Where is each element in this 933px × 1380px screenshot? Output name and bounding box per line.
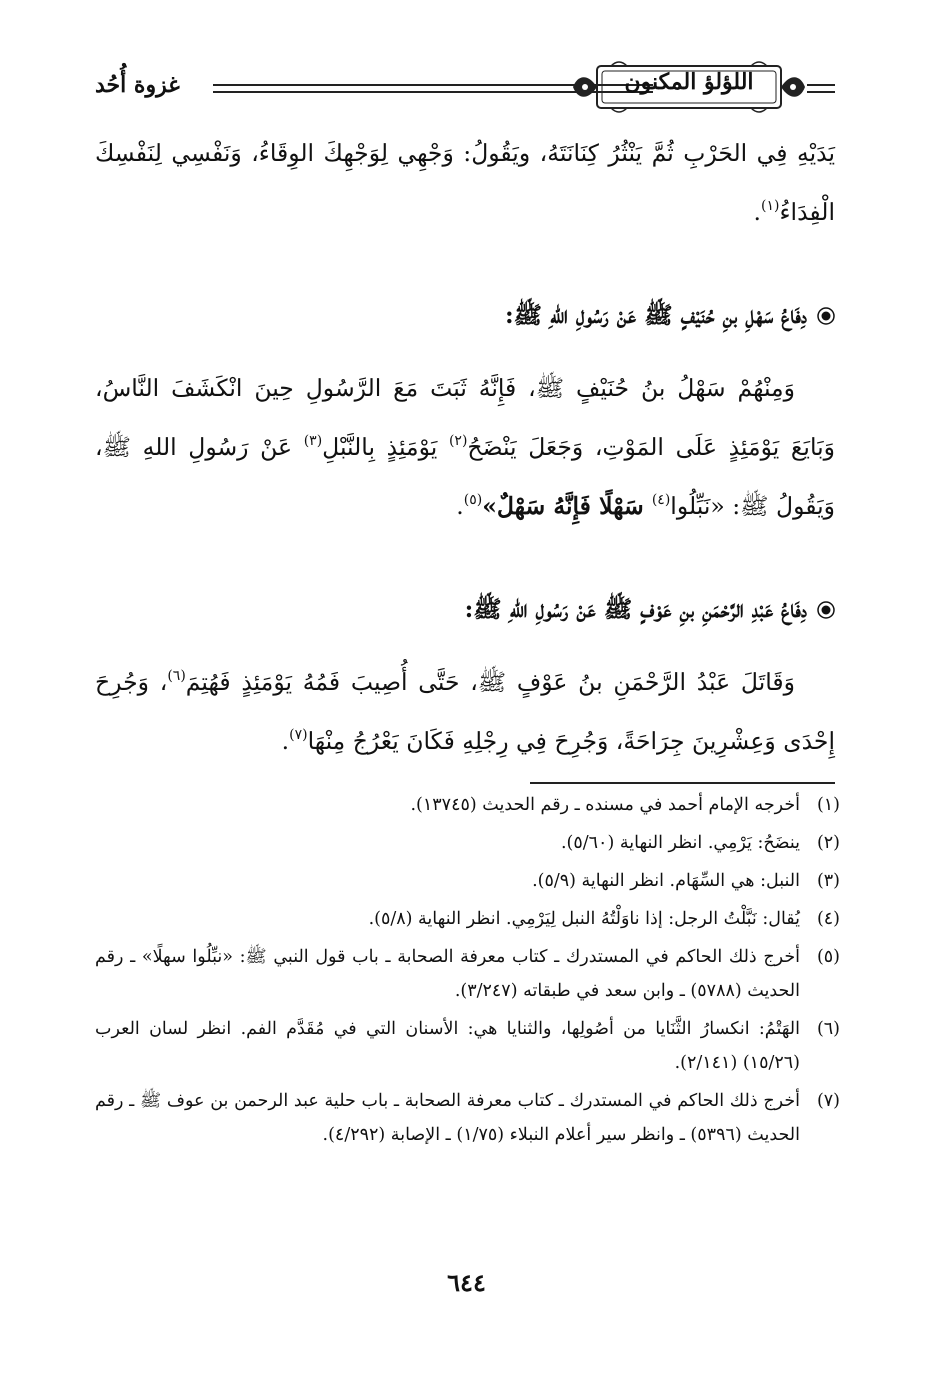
intro-end: . (753, 198, 762, 226)
footnote-text: ينضَحُ: يَرْمِي. انظر النهاية (٥/٦٠). (560, 833, 800, 853)
footnote-number: (٦) (816, 1019, 840, 1039)
paragraph-quote: سَهْلًا فَإِنَّهُ سَهْلٌ» (482, 492, 652, 520)
footnotes (95, 788, 840, 1156)
book-title: اللؤلؤ المكنون (624, 69, 754, 95)
paragraph-end: . (456, 492, 464, 520)
footnote-ref: (٤) (651, 492, 671, 508)
footnote-ref: (٥) (463, 492, 483, 508)
section-title: غزوة أُحُد (95, 72, 180, 98)
footnote-number: (٣) (816, 871, 840, 891)
flower-bullet-icon (817, 601, 835, 619)
paragraph-end: . (281, 727, 290, 755)
main-text (95, 124, 835, 771)
paragraph-text: عَنْ رَسُولِ اللهِ ﷺ، وَيَقُولُ ﷺ: «نَبِّلُوا (95, 433, 835, 520)
paragraph-abdulrahman (95, 653, 835, 771)
flower-bullet-icon (817, 307, 835, 325)
footnote-1 (95, 788, 840, 822)
heading-text: دِفَاعُ سَهْلِ بنِ حُنَيْفٍ ﷺ عَنْ رَسُولِ اللهِ ﷺ: (504, 301, 807, 329)
footnote-5 (95, 940, 840, 1008)
paragraph-text: يَوْمَئِذٍ بِالنَّبْلِ (322, 433, 449, 461)
section-heading-sahl (95, 286, 835, 345)
footnote-number: (١) (816, 795, 840, 815)
paragraph-text: وَقَاتَلَ عَبْدُ الرَّحْمَنِ بنُ عَوْفٍ ﷺ، حَتَّى أُصِيبَ فَمُهُ يَوْمَئِذٍ فَهُتِمَ (185, 668, 795, 696)
footnote-text: أخرج ذلك الحاكم في المستدرك ـ كتاب معرفة الصحابة ـ باب حلية عبد الرحمن بن عوف ﷺ ـ رقم الحديث (٥٣٩٦) ـ وانظر سير أعلام النبلاء (١/٧٥) ـ الإصابة (٤/٢٩٢). (95, 1091, 800, 1145)
paragraph-sahl (95, 359, 835, 536)
footnote-number: (٢) (816, 833, 840, 853)
footnote-6 (95, 1012, 840, 1080)
footnote-ref: (٧) (289, 727, 308, 743)
heading-text: دِفَاعُ عَبْدِ الرَّحْمَنِ بنِ عَوْفٍ ﷺ عَنْ رَسُولِ اللهِ ﷺ: (464, 595, 807, 623)
footnote-ref: (٢) (448, 433, 468, 449)
footnote-3 (95, 864, 840, 898)
footnote-ref: (١) (761, 198, 780, 214)
title-cartouche (571, 58, 807, 116)
section-heading-abdulrahman (95, 580, 835, 639)
footnote-text: النبل: هي السِّهَام. انظر النهاية (٥/٩). (532, 871, 800, 891)
footnote-text: أخرجه الإمام أحمد في مسنده ـ رقم الحديث (١٣٧٤٥). (410, 795, 800, 815)
footnote-ref: (٣) (303, 433, 323, 449)
footnote-number: (٥) (816, 947, 840, 967)
footnote-text: يُقال: نَبَّلْتُ الرجل: إذا ناوَلْتُهُ النبل لِيَرْمِي. انظر النهاية (٥/٨). (368, 909, 800, 929)
intro-paragraph (95, 124, 835, 242)
footnote-4 (95, 902, 840, 936)
header-rule-right (807, 84, 835, 93)
footnote-2 (95, 826, 840, 860)
paragraph-text: ، وَجُرِحَ إِحْدَى وَعِشْرِينَ جِرَاحَةً، وَجُرِحَ فِي رِجْلِهِ فَكَانَ يَعْرُجُ مِنْهَا (95, 668, 835, 755)
paragraph-text: وَمِنْهُمْ سَهْلُ بنُ حُنَيْفٍ ﷺ، فَإِنَّهُ ثَبَتَ مَعَ الرَّسُولِ حِينَ انْكَشَفَ النَّاسُ، وَبَايَعَ يَوْمَئِذٍ عَلَى المَوْتِ، وَجَعَلَ يَنْضَحُ (95, 374, 835, 461)
footnote-number: (٤) (816, 909, 840, 929)
footnote-text: الهَتْمُ: انكسارُ الثَّنَايا من أصُولِها، والثنايا هي: الأسنان التي في مُقَدَّم الفم. انظر لسان العرب (١٥/٢٦) (٢/١٤١). (95, 1019, 800, 1073)
footnote-separator (530, 782, 835, 784)
page-number: ٦٤٤ (447, 1268, 486, 1297)
footnote-text: أخرج ذلك الحاكم في المستدرك ـ كتاب معرفة الصحابة ـ باب قول النبي ﷺ: «نبِّلُوا سهلًا» ـ رقم الحديث (٥٧٨٨) ـ وابن سعد في طبقاته (٣/٢٤٧). (95, 947, 800, 1001)
intro-text: يَدَيْهِ فِي الحَرْبِ ثُمَّ يَنْثُرُ كِنَانَتَهُ، ويَقُولُ: وَجْهِي لِوَجْهِكَ الوِقَاءُ، وَنَفْسِي لِنَفْسِكَ الْفِدَاءُ (95, 139, 835, 226)
footnote-7 (95, 1084, 840, 1152)
footnote-ref: (٦) (167, 668, 186, 684)
footnote-number: (٧) (816, 1091, 840, 1111)
running-header (95, 58, 835, 118)
